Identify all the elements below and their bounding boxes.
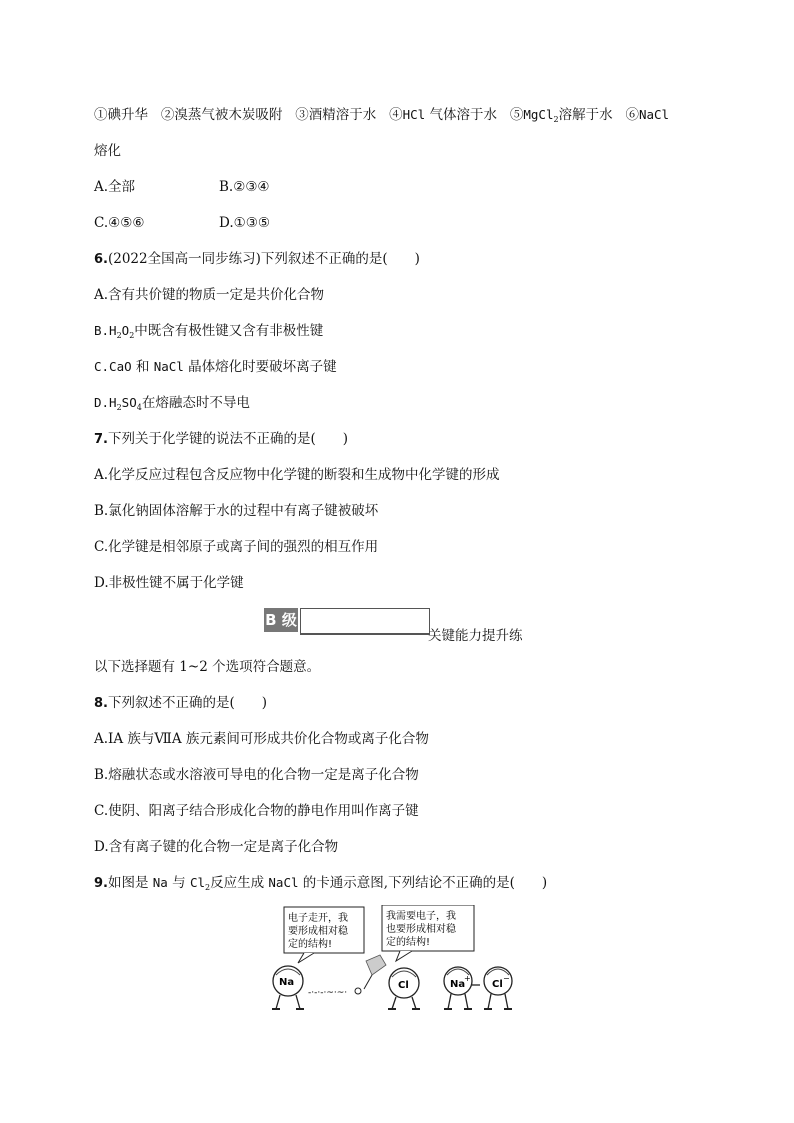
svg-text:要形成相对稳: 要形成相对稳	[288, 926, 348, 937]
svg-text:定的结构!: 定的结构!	[288, 939, 333, 950]
svg-text:−: −	[503, 974, 510, 983]
q8-stem	[94, 694, 267, 713]
q8-option-b: B.熔融状态或水溶液可导电的化合物一定是离子化合物	[94, 767, 419, 783]
selection-note: 以下选择题有 1~2 个选项符合题意。	[94, 659, 321, 675]
q7-number: 7.	[94, 432, 108, 447]
q8-number: 8.	[94, 696, 108, 711]
item-4-text: 气体溶于水	[425, 107, 497, 123]
svg-text:Cl: Cl	[398, 980, 409, 991]
cl-atom	[364, 955, 420, 1009]
item-4-hcl: HCl	[402, 107, 426, 122]
na-atom	[272, 966, 304, 1009]
q6-option-d: $D.H_2SO_4$在熔融态时不导电	[94, 395, 250, 412]
intro-option-d: D.①③⑤	[219, 215, 270, 231]
svg-text:Cl: Cl	[492, 979, 503, 990]
q8-option-a: A.ⅠA 族与ⅦA 族元素间可形成共价化合物或离子化合物	[94, 731, 429, 747]
na-ion	[444, 967, 472, 1009]
left-speech-bubble	[284, 907, 364, 963]
item-6-nacl: NaCl	[638, 107, 670, 122]
svg-text:Na: Na	[279, 977, 295, 988]
intro-option-c: C.④⑤⑥	[94, 215, 145, 231]
cl-ion	[472, 967, 512, 1009]
q7-text: 下列关于化学键的说法不正确的是( )	[107, 431, 349, 447]
right-speech-bubble	[382, 905, 474, 961]
section-label: 关键能力提升练	[428, 628, 523, 644]
item-5-sub: 2	[553, 115, 559, 124]
q6-number: 6.	[94, 252, 108, 267]
q6-text: (2022全国高一同步练习)下列叙述不正确的是( )	[107, 251, 420, 267]
q6-option-a: A.含有共价键的物质一定是共价化合物	[94, 287, 325, 303]
item-5-mark: ⑤	[509, 107, 524, 123]
item-2: ②溴蒸气被木炭吸附	[160, 107, 283, 123]
badge-underline-box	[300, 608, 430, 635]
svg-text:我需要电子，我: 我需要电子，我	[386, 911, 456, 922]
item-5-text: 溶解于水	[558, 107, 613, 123]
item-1: ①碘升华	[94, 107, 148, 123]
svg-text:+: +	[464, 974, 471, 983]
item-3: ③酒精溶于水	[295, 107, 377, 123]
q7-option-a: A.化学反应过程包含反应物中化学键的断裂和生成物中化学键的形成	[94, 467, 500, 483]
q7-option-c: C.化学键是相邻原子或离子间的强烈的相互作用	[94, 539, 379, 555]
q6-option-b: $B.H_2O_2$中既含有极性键又含有非极性键	[94, 323, 324, 340]
electron-trail	[308, 988, 361, 998]
item-5-mgcl: MgCl	[523, 107, 554, 122]
item-6-mark: ⑥	[625, 107, 639, 123]
q6-stem	[94, 250, 420, 269]
q7-stem	[94, 430, 348, 449]
svg-text:电子走开，我: 电子走开，我	[288, 913, 348, 924]
svg-text:-·-·-·~·~·: -·-·-·~·~·	[308, 988, 348, 998]
intro-option-b: B.②③④	[219, 179, 270, 195]
q8-text: 下列叙述不正确的是( )	[107, 695, 268, 711]
q6-option-c: C.CaO 和 NaCl 晶体熔化时要破坏离子键	[94, 359, 337, 375]
q9-number: 9.	[94, 876, 108, 891]
reaction-cartoon	[268, 905, 528, 1015]
item-4-mark: ④	[389, 107, 403, 123]
svg-text:也要形成相对稳: 也要形成相对稳	[386, 924, 456, 935]
q8-option-d: D.含有离子键的化合物一定是离子化合物	[94, 839, 339, 855]
items-line	[94, 106, 669, 129]
svg-text:定的结构!: 定的结构!	[386, 937, 431, 948]
q7-option-d: D.非极性键不属于化学键	[94, 575, 244, 591]
intro-option-a: A.全部	[94, 179, 136, 195]
items-cont: 熔化	[94, 143, 121, 159]
q9-stem: 9.如图是 Na 与 $Cl_2$反应生成 NaCl 的卡通示意图,下列结论不正确的是( )	[94, 875, 548, 892]
svg-text:Na: Na	[450, 979, 466, 990]
q8-option-c: C.使阴、阳离子结合形成化合物的静电作用叫作离子键	[94, 803, 419, 819]
level-badge: B 级	[264, 608, 298, 632]
q7-option-b: B.氯化钠固体溶解于水的过程中有离子键被破坏	[94, 503, 379, 519]
